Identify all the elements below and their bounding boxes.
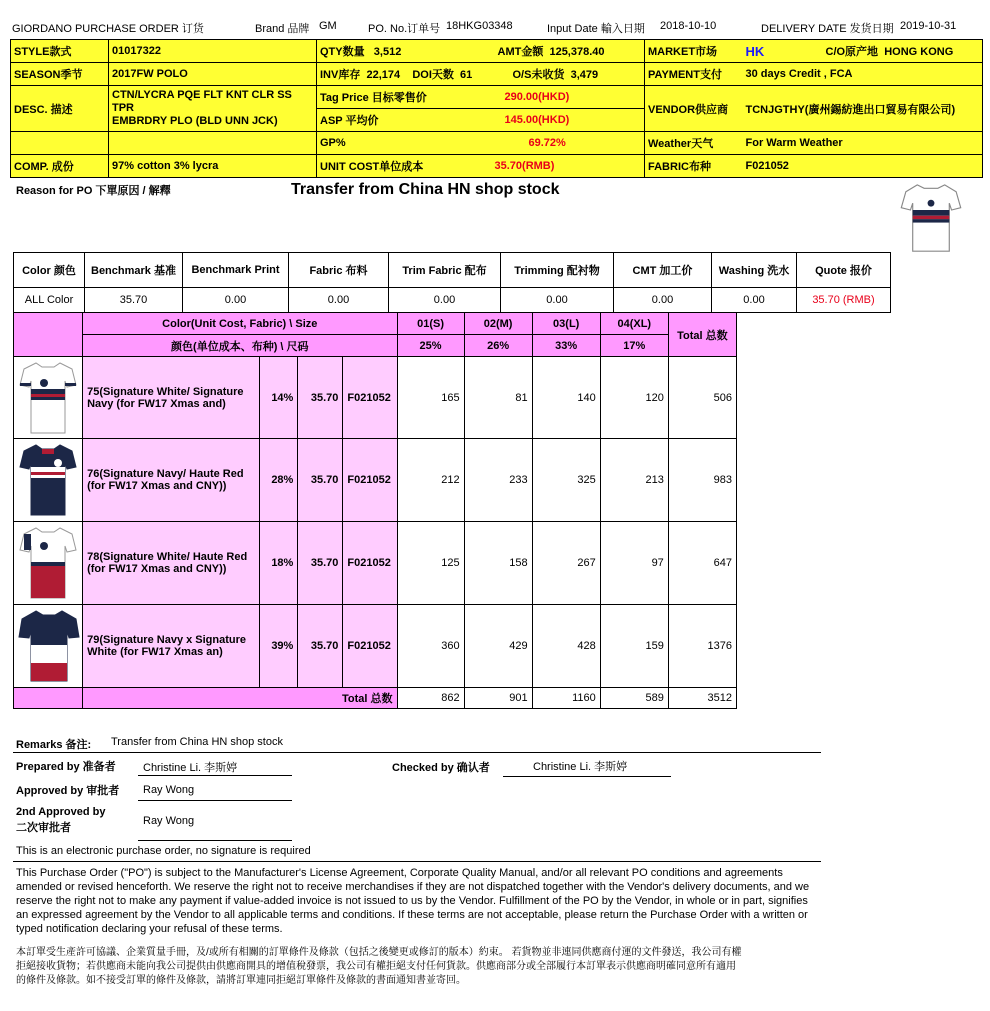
polo-thumbnail — [18, 524, 78, 602]
checked-label: Checked by 确认者 — [392, 762, 490, 774]
legal-english — [16, 866, 816, 936]
legal-en-line: an expressed agreement by the Vendor to all applicable terms and conditions. If these terms are not acceptable, please return the Purchase Order with a written or — [16, 909, 808, 921]
size-label-m: 02(M) — [464, 313, 532, 335]
qty-l: 267 — [532, 522, 600, 605]
colorway-fabric: F021052 — [343, 439, 397, 522]
colorway-name: 76(Signature Navy/ Haute Red (for FW17 Xmas and CNY)) — [83, 439, 260, 522]
colorway-pct: 14% — [260, 357, 298, 439]
size-header-line-2: 颜色(单位成本、布种) \ 尺码 — [83, 335, 397, 357]
cost-cell-trim-fabric: 0.00 — [389, 288, 501, 313]
cost-cell-quote: 35.70 (RMB) — [797, 288, 891, 313]
co-value: HONG KONG — [884, 46, 954, 58]
qty-xl: 159 — [600, 605, 668, 688]
colorway-fabric: F021052 — [343, 522, 397, 605]
season-value: 2017FW POLO — [109, 63, 317, 86]
asp-label: ASP 平均价 — [317, 109, 495, 132]
cost-cell-trimming: 0.00 — [501, 288, 614, 313]
legal-zh-line: 本訂單受生產許可協議、企業質量手冊，及/或所有相關的訂單條件及條款（包括之後變更或修訂的版本）約束。 若貨物並非連同供應商付運的文件發送，我公司有權 — [16, 947, 742, 958]
colorway-name: 78(Signature White/ Haute Red (for FW17 Xmas and CNY)) — [83, 522, 260, 605]
os-cell — [495, 63, 645, 86]
size-label-xl: 04(XL) — [600, 313, 668, 335]
co-label: C/O原产地 — [825, 46, 879, 58]
cost-header-trim-fabric: Trim Fabric 配布 — [389, 253, 501, 288]
legal-en-line: amended or revised henceforth. We reserve the right not to receive merchandises if they are not dispatched together with the Vendor's delivery documents, and we — [16, 881, 810, 893]
qty-m: 158 — [464, 522, 532, 605]
polo-thumbnail — [18, 441, 78, 519]
unit-label: UNIT COST单位成本 — [317, 155, 495, 178]
legal-zh-line: 的條件及條款。如不接受訂單的條件及條款，請將訂單連同拒絕訂單條件及條款的書面通知書並寄回。 — [16, 975, 466, 986]
gp-label: GP% — [317, 132, 495, 155]
table-row — [14, 439, 737, 522]
totals-blank — [14, 688, 83, 709]
colorway-name: 79(Signature Navy x Signature White (for FW17 Xmas an) — [83, 605, 260, 688]
total-grand: 3512 — [668, 688, 736, 709]
inv-label: INV库存 — [320, 69, 361, 81]
amt-cell — [495, 40, 645, 63]
colorway-thumb-75 — [14, 357, 83, 439]
qty-total: 506 — [668, 357, 736, 439]
checked-signature-line — [503, 776, 671, 777]
style-value: 01017322 — [109, 40, 317, 63]
approved2-value: Ray Wong — [143, 815, 195, 827]
input-date-label: Input Date 輸入日期 — [547, 23, 645, 35]
colorway-pct: 39% — [260, 605, 298, 688]
cost-header-quote: Quote 报价 — [797, 253, 891, 288]
cost-cell-benchmark: 35.70 — [85, 288, 183, 313]
cost-header-benchmark-print: Benchmark Print — [183, 253, 289, 288]
qty-s: 125 — [397, 522, 464, 605]
legal-en-line: reserve the right not to make any payment if value-added invoice is not issued to us by the Vendor. Fulfillment of the PO by the Vendor, in whole or in part, signifies — [16, 895, 808, 907]
cost-header-benchmark: Benchmark 基准 — [85, 253, 183, 288]
total-s: 862 — [397, 688, 464, 709]
colorway-pct: 18% — [260, 522, 298, 605]
tag-label: Tag Price 目标零售价 — [317, 86, 495, 109]
size-table — [13, 312, 737, 709]
po-value: 18HKG03348 — [446, 20, 513, 32]
delivery-date-value: 2019-10-31 — [900, 20, 957, 32]
os-label: O/S未收货 — [512, 69, 565, 81]
payment-label: PAYMENT支付 — [645, 63, 743, 86]
comp-value: 97% cotton 3% lycra — [109, 155, 317, 178]
market-value: HK — [743, 40, 823, 63]
legal-en-line: This Purchase Order ("PO") is subject to the Manufacturer's License Agreement, Corporate Quality Manual, and/or all relevant PO conditions and agreements — [16, 867, 783, 879]
colorway-cost: 35.70 — [298, 522, 343, 605]
market-label: MARKET市场 — [645, 40, 743, 63]
cost-cell-benchmark-print: 0.00 — [183, 288, 289, 313]
po-title: GIORDANO PURCHASE ORDER 订货 — [12, 23, 204, 35]
qty-s: 360 — [397, 605, 464, 688]
qty-l: 428 — [532, 605, 600, 688]
total-l: 1160 — [532, 688, 600, 709]
product-image — [896, 178, 966, 258]
divider — [13, 752, 821, 753]
qty-m: 81 — [464, 357, 532, 439]
unit-value: 35.70(RMB) — [495, 155, 645, 178]
qty-cell — [317, 40, 495, 63]
qty-xl: 97 — [600, 522, 668, 605]
prepared-label: Prepared by 准备者 — [16, 761, 116, 773]
empty-cell-a — [11, 132, 109, 155]
po-label: PO. No.订单号 — [368, 23, 441, 35]
brand-label: Brand 品牌 — [255, 23, 310, 35]
info-table — [10, 39, 983, 178]
colorway-cost: 35.70 — [298, 605, 343, 688]
approved2-signature-line — [138, 840, 292, 841]
approved-signature-line — [138, 800, 292, 801]
legal-en-line: typed notification declaring your refusal of these terms. — [16, 923, 283, 935]
polo-thumbnail — [18, 359, 78, 437]
total-xl: 589 — [600, 688, 668, 709]
size-pct-s: 25% — [397, 335, 464, 357]
total-m: 901 — [464, 688, 532, 709]
input-date-value: 2018-10-10 — [660, 20, 717, 32]
qty-label: QTY数量 — [320, 46, 365, 58]
fabric-label: FABRIC布种 — [645, 155, 743, 178]
table-row — [14, 605, 737, 688]
qty-m: 429 — [464, 605, 532, 688]
co-cell — [823, 40, 983, 63]
doi-value: 61 — [460, 69, 473, 81]
cost-header-washing: Washing 洗水 — [712, 253, 797, 288]
desc-label: DESC. 描述 — [11, 86, 109, 132]
qty-l: 325 — [532, 439, 600, 522]
inv-cell — [317, 63, 495, 86]
colorway-fabric: F021052 — [343, 605, 397, 688]
qty-l: 140 — [532, 357, 600, 439]
approved2-label-line-1: 2nd Approved by — [16, 806, 106, 818]
inv-value: 22,174 — [366, 69, 401, 81]
prepared-signature-line — [138, 775, 292, 776]
desc-line-2: EMBRDRY PLO (BLD UNN JCK) — [112, 115, 278, 127]
size-header-line-1: Color(Unit Cost, Fabric) \ Size — [83, 313, 397, 335]
qty-xl: 120 — [600, 357, 668, 439]
legal-zh-line: 拒絕接收貨物；若供應商未能向我公司提供由供應商開具的增值稅發票，我公司有權拒絕支付任何貨款。供應商部分或全部履行本訂單表示供應商明確同意所有適用 — [16, 961, 736, 972]
prepared-value: Christine Li. 李斯婷 — [143, 762, 238, 774]
totals-label: Total 总数 — [83, 688, 397, 709]
cost-header-fabric: Fabric 布料 — [289, 253, 389, 288]
vendor-value: TCNJGTHY(廣州錫紡進出口貿易有限公司) — [743, 86, 983, 132]
payment-value: 30 days Credit , FCA — [743, 63, 983, 86]
table-row — [14, 357, 737, 439]
electronic-note: This is an electronic purchase order, no signature is required — [16, 845, 311, 857]
size-pct-m: 26% — [464, 335, 532, 357]
qty-total: 1376 — [668, 605, 736, 688]
colorway-thumb-79 — [14, 605, 83, 688]
polo-thumbnail — [18, 607, 80, 685]
size-header-total: Total 总数 — [668, 313, 736, 357]
comp-label: COMP. 成份 — [11, 155, 109, 178]
approved2-label-line-2: 二次审批者 — [16, 822, 71, 834]
table-row — [14, 522, 737, 605]
colorway-thumb-76 — [14, 439, 83, 522]
legal-chinese — [16, 946, 816, 988]
qty-total: 983 — [668, 439, 736, 522]
size-pct-l: 33% — [532, 335, 600, 357]
desc-line-1: CTN/LYCRA PQE FLT KNT CLR SS TPR — [112, 89, 292, 114]
size-label-l: 03(L) — [532, 313, 600, 335]
cost-cell-color: ALL Color — [14, 288, 85, 313]
colorway-cost: 35.70 — [298, 439, 343, 522]
size-header-blank — [14, 313, 83, 357]
qty-s: 212 — [397, 439, 464, 522]
qty-total: 647 — [668, 522, 736, 605]
qty-xl: 213 — [600, 439, 668, 522]
checked-value: Christine Li. 李斯婷 — [533, 761, 628, 773]
gp-value: 69.72% — [495, 132, 645, 155]
delivery-date-label: DELIVERY DATE 发货日期 — [761, 23, 894, 35]
brand-value: GM — [319, 20, 337, 32]
remarks-label: Remarks 备注: — [16, 739, 92, 751]
vendor-label: VENDOR供应商 — [645, 86, 743, 132]
size-pct-xl: 17% — [600, 335, 668, 357]
colorway-thumb-78 — [14, 522, 83, 605]
size-label-s: 01(S) — [397, 313, 464, 335]
reason-text: Transfer from China HN shop stock — [291, 181, 560, 198]
approved-value: Ray Wong — [143, 784, 195, 796]
approved-label: Approved by 审批者 — [16, 785, 120, 797]
amt-value: 125,378.40 — [549, 46, 605, 58]
desc-value — [109, 86, 317, 132]
totals-row — [14, 688, 737, 709]
style-label: STYLE款式 — [11, 40, 109, 63]
weather-label: Weather天气 — [645, 132, 743, 155]
qty-m: 233 — [464, 439, 532, 522]
asp-value: 145.00(HKD) — [495, 109, 645, 132]
cost-cell-cmt: 0.00 — [614, 288, 712, 313]
cost-cell-washing: 0.00 — [712, 288, 797, 313]
amt-label: AMT金额 — [497, 46, 544, 58]
cost-header-trimming: Trimming 配衬物 — [501, 253, 614, 288]
reason-label: Reason for PO 下單原因 / 解釋 — [16, 185, 171, 197]
season-label: SEASON季节 — [11, 63, 109, 86]
tag-value: 290.00(HKD) — [495, 86, 645, 109]
os-value: 3,479 — [570, 69, 599, 81]
doi-label: DOI天数 — [412, 69, 454, 81]
fabric-value: F021052 — [743, 155, 983, 178]
qty-s: 165 — [397, 357, 464, 439]
colorway-cost: 35.70 — [298, 357, 343, 439]
cost-header-cmt: CMT 加工价 — [614, 253, 712, 288]
remarks-text: Transfer from China HN shop stock — [111, 736, 283, 748]
cost-cell-fabric: 0.00 — [289, 288, 389, 313]
colorway-fabric: F021052 — [343, 357, 397, 439]
colorway-name: 75(Signature White/ Signature Navy (for FW17 Xmas and) — [83, 357, 260, 439]
cost-header-color: Color 颜色 — [14, 253, 85, 288]
cost-table — [13, 252, 891, 313]
empty-cell-b — [109, 132, 317, 155]
qty-value: 3,512 — [373, 46, 402, 58]
divider — [13, 861, 821, 862]
colorway-pct: 28% — [260, 439, 298, 522]
weather-value: For Warm Weather — [743, 132, 983, 155]
